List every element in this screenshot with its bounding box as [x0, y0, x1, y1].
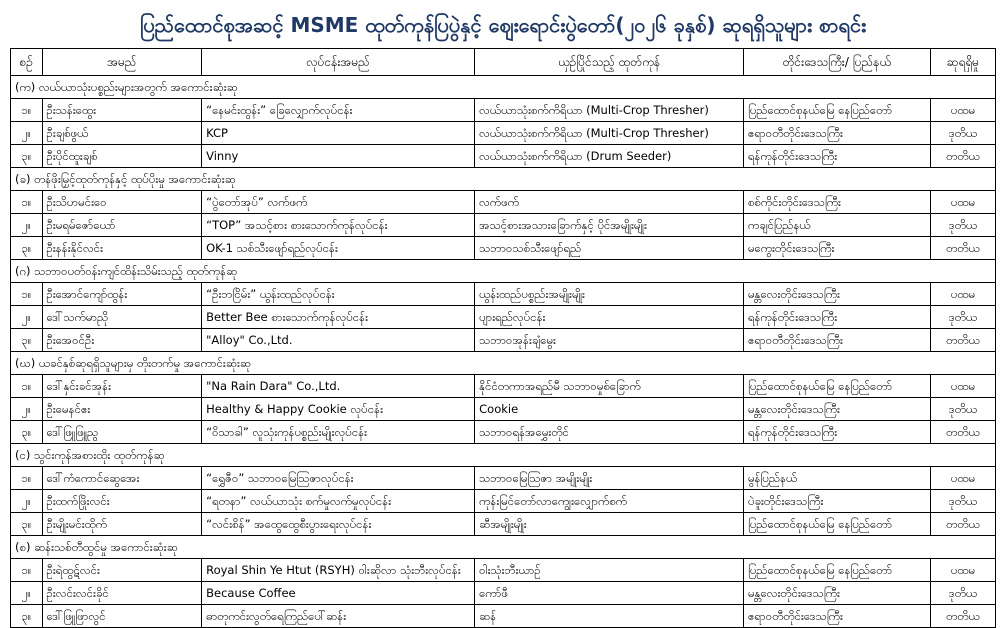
cell-award: ဒုတိယ: [930, 490, 995, 513]
cell-name: ဦးအောင်ကျော်ထွန်း: [42, 283, 202, 306]
table-row: [11, 398, 996, 421]
cell-product: သဘာဝအုန်းချံမွေး: [475, 329, 744, 352]
cell-award: တတိယ: [930, 513, 995, 536]
cell-product: သဘာဝရန်အမွှေးတိုင်: [475, 421, 744, 444]
cell-award: ဒုတိယ: [930, 582, 995, 605]
awards-table: [10, 48, 996, 628]
section-heading: (က) လယ်ယာသုံးပစ္စည်းများအတွက် အကောင်းဆုံးဆု: [11, 76, 996, 99]
cell-name: ဦးသိဟမင်းဝေ: [42, 191, 202, 214]
cell-product: သဘာဝမြေသြဇာ အမျိုးမျိုး: [475, 467, 744, 490]
cell-product: ဆန်: [475, 605, 744, 628]
table-row: [11, 421, 996, 444]
cell-product: လယ်ယာသုံးစက်ကိရိယာ (Multi-Crop Thresher): [475, 99, 744, 122]
column-header-name: အမည်: [42, 49, 202, 76]
column-header-business: လုပ်ငန်းအမည်: [202, 49, 475, 76]
cell-region: ဧရာဝတီတိုင်းဒေသကြီး: [743, 605, 930, 628]
cell-region: ဧရာဝတီတိုင်းဒေသကြီး: [743, 329, 930, 352]
cell-name: ဒေါ်ကံကောင်ဆွေအေး: [42, 467, 202, 490]
cell-award: ပထမ: [930, 99, 995, 122]
cell-no: ၂။: [11, 306, 43, 329]
cell-no: ၃။: [11, 237, 43, 260]
cell-region: ပြည်ထောင်စုနယ်မြေ နေပြည်တော်: [743, 513, 930, 536]
cell-product: လယ်ယာသုံးစက်ကိရိယာ (Drum Seeder): [475, 145, 744, 168]
cell-name: ဒေါ်ဖြူဖြာလွင်: [42, 605, 202, 628]
table-row: [11, 122, 996, 145]
cell-business: “လင်းစိန်” အထွေထွေစီးပွားရေးလုပ်ငန်း: [202, 513, 475, 536]
table-body: [11, 76, 996, 628]
cell-no: ၁။: [11, 283, 43, 306]
cell-no: ၁။: [11, 99, 43, 122]
cell-no: ၃။: [11, 145, 43, 168]
section-heading-row: [11, 352, 996, 375]
cell-business: “ဝိသာခါ” လူသုံးကုန်ပစ္စည်းမျိုးလုပ်ငန်း: [202, 421, 475, 444]
cell-no: ၃။: [11, 513, 43, 536]
cell-no: ၁။: [11, 467, 43, 490]
cell-award: တတိယ: [930, 421, 995, 444]
column-header-no: စဉ်: [11, 49, 43, 76]
cell-name: ဦးရဲထွဋ်လင်း: [42, 559, 202, 582]
cell-award: တတိယ: [930, 145, 995, 168]
column-header-region: တိုင်းဒေသကြီး/ ပြည်နယ်: [743, 49, 930, 76]
section-heading-row: [11, 444, 996, 467]
cell-region: ပဲခူးတိုင်းဒေသကြီး: [743, 490, 930, 513]
cell-no: ၃။: [11, 421, 43, 444]
cell-no: ၂။: [11, 214, 43, 237]
cell-business: “TOP” အသင့်စား စားသောက်ကုန်လုပ်ငန်း: [202, 214, 475, 237]
cell-no: ၂။: [11, 398, 43, 421]
section-heading: (ဂ) သဘာဝပတ်ဝန်းကျင်ထိန်းသိမ်းသည့် ထုတ်ကုန်ဆု: [11, 260, 996, 283]
section-heading: (ဃ) ယခင်နှစ်ဆုရရှိသူများမှ တိုးတက်မှု အကောင်းဆုံးဆု: [11, 352, 996, 375]
table-row: [11, 283, 996, 306]
cell-region: ရန်ကုန်တိုင်းဒေသကြီး: [743, 306, 930, 329]
cell-award: ပထမ: [930, 559, 995, 582]
table-row: [11, 214, 996, 237]
cell-business: OK-1 သစ်သီးဖျော်ရည်လုပ်ငန်း: [202, 237, 475, 260]
cell-product: ယွန်းထည်ပစ္စည်းအမျိုးမျိုး: [475, 283, 744, 306]
cell-name: ဦးသန်းထွေး: [42, 99, 202, 122]
cell-name: ဦးပိုင်ထူးချစ်: [42, 145, 202, 168]
cell-region: ဧရာဝတီတိုင်းဒေသကြီး: [743, 122, 930, 145]
cell-award: ပထမ: [930, 283, 995, 306]
table-row: [11, 490, 996, 513]
cell-region: ပြည်ထောင်စုနယ်မြေ နေပြည်တော်: [743, 559, 930, 582]
table-row: [11, 559, 996, 582]
cell-region: မန္တလေးတိုင်းဒေသကြီး: [743, 582, 930, 605]
cell-product: ဆီအမျိုးမျိုး: [475, 513, 744, 536]
cell-no: ၁။: [11, 191, 43, 214]
cell-region: ရန်ကုန်တိုင်းဒေသကြီး: [743, 145, 930, 168]
table-row: [11, 191, 996, 214]
cell-product: ဝါးသုံးဘီးယာဉ်: [475, 559, 744, 582]
cell-product: နိုင်ငံတကာအရည်မီ သဘာဝမှုစ်ခြောက်: [475, 375, 744, 398]
cell-region: မကွေးတိုင်းဒေသကြီး: [743, 237, 930, 260]
cell-name: ဦးလင်းလင်းခိုင်: [42, 582, 202, 605]
cell-award: ပထမ: [930, 191, 995, 214]
cell-award: တတိယ: [930, 329, 995, 352]
cell-award: ဒုတိယ: [930, 398, 995, 421]
cell-product: လယ်ယာသုံးစက်ကိရိယာ (Multi-Crop Thresher): [475, 122, 744, 145]
cell-award: ဒုတိယ: [930, 306, 995, 329]
cell-no: ၁။: [11, 375, 43, 398]
cell-business: “ရွှေဇီဝ” သဘာဝမြေသြဇာလုပ်ငန်း: [202, 467, 475, 490]
cell-name: ဒေါ်နှင်းခင်အုန်း: [42, 375, 202, 398]
cell-no: ၃။: [11, 329, 43, 352]
cell-region: ပြည်ထောင်စုနယ်မြေ နေပြည်တော်: [743, 375, 930, 398]
cell-name: ဦးနန်းနိုင်လင်း: [42, 237, 202, 260]
cell-product: Cookie: [475, 398, 744, 421]
cell-business: "Na Rain Dara" Co.,Ltd.: [202, 375, 475, 398]
section-heading-row: [11, 168, 996, 191]
column-header-product: ယှဉ်ပြိုင်သည့် ထုတ်ကုန်: [475, 49, 744, 76]
cell-award: ဒုတိယ: [930, 214, 995, 237]
table-row: [11, 513, 996, 536]
cell-business: Healthy & Happy Cookie လုပ်ငန်း: [202, 398, 475, 421]
cell-no: ၃။: [11, 605, 43, 628]
table-row: [11, 145, 996, 168]
cell-business: “ပွဲတော်အုပ်” လက်ဖက်: [202, 191, 475, 214]
cell-product: ကော်ဖီ: [475, 582, 744, 605]
cell-business: Because Coffee: [202, 582, 475, 605]
cell-award: တတိယ: [930, 605, 995, 628]
cell-business: "Alloy" Co.,Ltd.: [202, 329, 475, 352]
section-heading: (င) သွင်းကုန်အစားထိုး ထုတ်ကုန်ဆု: [11, 444, 996, 467]
table-row: [11, 99, 996, 122]
cell-award: ပထမ: [930, 375, 995, 398]
cell-product: အသင့်စားအသားခြောက်နှင့် ပိုင်အမျိုးမျိုး: [475, 214, 744, 237]
section-heading: (ခ) တန်ဖိုးမြှင့်ထုတ်ကုန်နှင့် ထုပ်ပိုးမှု အကောင်းဆုံးဆု: [11, 168, 996, 191]
cell-business: KCP: [202, 122, 475, 145]
cell-award: ဒုတိယ: [930, 122, 995, 145]
cell-region: စစ်ကိုင်းတိုင်းဒေသကြီး: [743, 191, 930, 214]
cell-business: Royal Shin Ye Htut (RSYH) ဝါးဆိုလာ သုံးဘီးလုပ်ငန်း: [202, 559, 475, 582]
cell-name: ဦးမေနင်ဧး: [42, 398, 202, 421]
column-header-award: ဆုရရှိမှု: [930, 49, 995, 76]
cell-business: Vinny: [202, 145, 475, 168]
cell-product: ပျားရည်လုပ်ငန်း: [475, 306, 744, 329]
cell-region: မန္တလေးတိုင်းဒေသကြီး: [743, 398, 930, 421]
cell-business: ဓာတုကင်းလွတ်ရေကြည်ပေါ်ဆန်း: [202, 605, 475, 628]
cell-product: လက်ဖက်: [475, 191, 744, 214]
page-title: ပြည်ထောင်စုအဆင့် MSME ထုတ်ကုန်ပြပွဲနှင့် ဈေးရောင်းပွဲတော်(၂၀၂၆ ခုနှစ်) ဆုရရှိသူများ စာရင်း: [139, 13, 867, 37]
cell-region: မန္တလေးတိုင်းဒေသကြီး: [743, 283, 930, 306]
cell-product: သဘာဝသစ်သီးဖျော်ရည်: [475, 237, 744, 260]
cell-award: ပထမ: [930, 467, 995, 490]
cell-name: ဒေါ်ဖြူဖြူညွ: [42, 421, 202, 444]
cell-name: ဦးမရမ်ဇော်ယော်: [42, 214, 202, 237]
table-row: [11, 582, 996, 605]
cell-region: ရန်ကုန်တိုင်းဒေသကြီး: [743, 421, 930, 444]
section-heading-row: [11, 76, 996, 99]
cell-no: ၂။: [11, 490, 43, 513]
section-heading-row: [11, 536, 996, 559]
cell-name: ဦးမျိုးမင်းထိုက်: [42, 513, 202, 536]
table-row: [11, 329, 996, 352]
cell-name: ဦးထက်ဖြိုးလင်း: [42, 490, 202, 513]
cell-award: တတိယ: [930, 237, 995, 260]
table-header-row: [11, 49, 996, 76]
cell-no: ၁။: [11, 559, 43, 582]
cell-product: ကုန်းမြင်တော်လာကျွေးလျှောက်စက်: [475, 490, 744, 513]
cell-business: “ဦးဘငြိမ်း” ယွန်းထည်လုပ်ငန်း: [202, 283, 475, 306]
table-row: [11, 467, 996, 490]
table-row: [11, 375, 996, 398]
cell-business: “နေမင်းထွန်း” ခြေလျှောက်လုပ်ငန်း: [202, 99, 475, 122]
section-heading-row: [11, 260, 996, 283]
cell-business: Better Bee စားသောက်ကုန်လုပ်ငန်း: [202, 306, 475, 329]
cell-name: ဒေါ်သက်မာညို: [42, 306, 202, 329]
cell-business: “ရတနာ” လယ်ယာသုံး စက်မှုလက်မှုလုပ်ငန်း: [202, 490, 475, 513]
table-row: [11, 605, 996, 628]
cell-name: ဦးချစ်ဖွယ်: [42, 122, 202, 145]
cell-region: ပြည်ထောင်စုနယ်မြေ နေပြည်တော်: [743, 99, 930, 122]
cell-name: ဦးအေဝင်ဦး: [42, 329, 202, 352]
table-row: [11, 237, 996, 260]
cell-region: ကချင်ပြည်နယ်: [743, 214, 930, 237]
cell-region: မွန်ပြည်နယ်: [743, 467, 930, 490]
section-heading: (စ) ဆန်းသစ်တီထွင်မှု အကောင်းဆုံးဆု: [11, 536, 996, 559]
table-header: [11, 49, 996, 76]
cell-no: ၂။: [11, 582, 43, 605]
cell-no: ၂။: [11, 122, 43, 145]
table-row: [11, 306, 996, 329]
